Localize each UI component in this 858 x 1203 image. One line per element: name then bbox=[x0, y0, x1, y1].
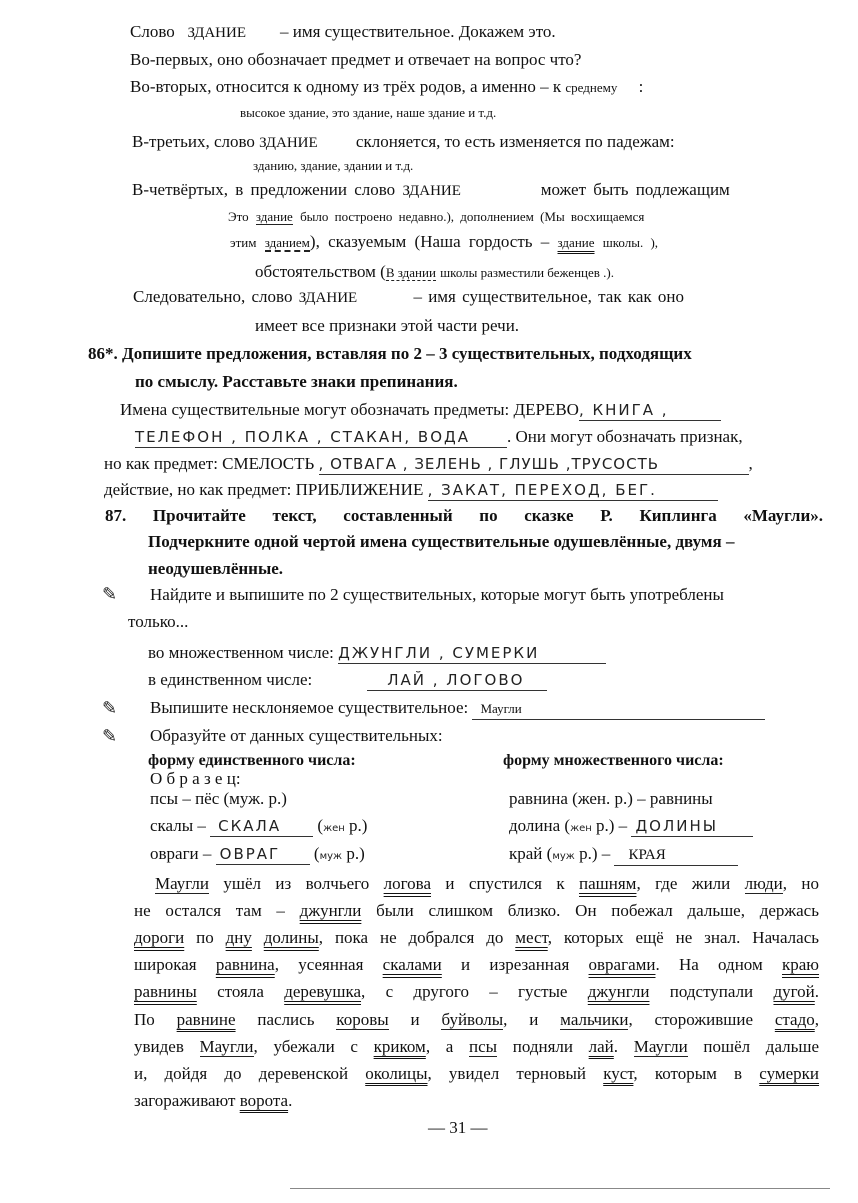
handwritten-answer[interactable]: ТЕЛЕФОН , ПОЛКА , СТАКАН, ВОДА bbox=[135, 427, 507, 448]
text-line bbox=[134, 1010, 819, 1030]
sample-row: равнина (жен. р.) – равнины bbox=[509, 789, 713, 808]
text-segment: широкая bbox=[134, 955, 216, 975]
text-segment: . bbox=[288, 1090, 293, 1110]
animate-noun: буйволы bbox=[441, 1009, 504, 1029]
handwritten-answer[interactable]: , ОТВАГА , ЗЕЛЕНЬ , ГЛУШЬ ,ТРУСОСТЬ bbox=[319, 454, 749, 475]
pencil-icon: ✎ bbox=[102, 584, 118, 604]
text-segment: , пока не добрался до bbox=[318, 928, 516, 948]
text-segment: и bbox=[388, 1009, 442, 1029]
intro-line: высокое здание, это здание, наше здание и т.д. bbox=[240, 105, 497, 120]
find-task: только... bbox=[128, 612, 189, 631]
text-segment: стояла bbox=[196, 982, 285, 1002]
text-line bbox=[155, 874, 819, 894]
handwritten-answer[interactable]: , ЗАКАТ, ПЕРЕХОД, БЕГ. bbox=[428, 480, 718, 501]
text-segment: . На одном bbox=[655, 955, 782, 975]
inanimate-noun: равнина bbox=[215, 955, 275, 975]
text-line bbox=[134, 1091, 819, 1111]
inanimate-noun: ворота bbox=[239, 1090, 289, 1110]
exercise-86-line: действие, но как предмет: ПРИБЛИЖЕНИЕ , ЗАКАТ, ПЕРЕХОД, БЕГ. bbox=[104, 480, 718, 501]
text-segment: По bbox=[134, 1009, 177, 1029]
text-segment: , убежали с bbox=[253, 1036, 374, 1056]
text-segment: по bbox=[184, 928, 226, 948]
text-segment: , и bbox=[503, 1009, 561, 1029]
inanimate-noun: дороги bbox=[134, 928, 185, 948]
text-line bbox=[134, 955, 819, 975]
exercise-87-task: Подчеркните одной чертой имена существительные одушевлённые, двумя – bbox=[148, 532, 735, 551]
singular-only-row: в единственном числе: ЛАЙ , ЛОГОВО bbox=[148, 670, 547, 691]
text-segment: не остался там – bbox=[134, 901, 300, 921]
page-number: — 31 — bbox=[428, 1118, 488, 1137]
intro-line: Во-первых, оно обозначает предмет и отвечает на вопрос что? bbox=[130, 50, 582, 69]
find-task: Найдите и выпишите по 2 существительных, которые могут быть употреблены bbox=[150, 585, 724, 604]
sample-row: псы – пёс (муж. р.) bbox=[150, 789, 287, 808]
exercise-87-task: 87. Прочитайте текст, составленный по сказке Р. Киплинга «Маугли». bbox=[105, 506, 823, 525]
text-segment: , которым в bbox=[633, 1063, 760, 1083]
inanimate-noun: околицы bbox=[365, 1063, 428, 1083]
intro-line: имеет все признаки этой части речи. bbox=[255, 316, 520, 335]
animate-noun: Маугли bbox=[633, 1036, 688, 1056]
animate-noun: Маугли bbox=[155, 874, 209, 893]
inanimate-noun: куст bbox=[603, 1063, 634, 1083]
pencil-icon: ✎ bbox=[102, 698, 118, 718]
singular-row: овраги – ОВРАГ (муж р.) bbox=[150, 844, 365, 863]
intro-line: зданию, здание, здании и т.д. bbox=[253, 158, 414, 173]
text-segment: пошёл дальше bbox=[687, 1036, 820, 1056]
inanimate-noun: долины bbox=[263, 928, 319, 948]
singular-column-heading: форму единственного числа: bbox=[148, 752, 356, 769]
text-segment: подняли bbox=[497, 1036, 589, 1056]
text-segment: , сторожившие bbox=[628, 1009, 775, 1029]
text-line bbox=[134, 928, 819, 948]
inanimate-noun: криком bbox=[373, 1036, 426, 1056]
singular-row: скалы – СКАЛА (жен р.) bbox=[150, 816, 368, 835]
intro-line: В-третьих, слово ЗДАНИЕ склоняется, то есть изменяется по падежам: bbox=[132, 132, 675, 151]
text-segment: паслись bbox=[235, 1009, 337, 1029]
text-segment: подступали bbox=[649, 982, 774, 1002]
inanimate-noun: логова bbox=[383, 874, 431, 893]
intro-line: Во-вторых, относится к одному из трёх родов, а именно – к среднему : bbox=[130, 77, 644, 96]
animate-noun: псы bbox=[468, 1036, 498, 1056]
text-segment: , которых ещё не знал. Началась bbox=[547, 928, 819, 948]
inanimate-noun: деревушка bbox=[284, 982, 362, 1002]
intro-line: Следовательно, слово ЗДАНИЕ – имя существительное, так как оно bbox=[133, 287, 685, 306]
inanimate-noun: равнине bbox=[176, 1009, 236, 1029]
text-segment: , а bbox=[425, 1036, 469, 1056]
animate-noun: Маугли bbox=[199, 1036, 254, 1056]
plural-row: край (муж р.) – КРАЯ bbox=[509, 844, 738, 867]
singular-only-answer[interactable]: ЛАЙ , ЛОГОВО bbox=[367, 670, 547, 691]
text-line bbox=[134, 982, 819, 1002]
inanimate-noun: краю bbox=[782, 955, 820, 975]
exercise-86-line: но как предмет: СМЕЛОСТЬ , ОТВАГА , ЗЕЛЕНЬ , ГЛУШЬ ,ТРУСОСТЬ , bbox=[104, 454, 753, 473]
animate-noun: коровы bbox=[336, 1009, 389, 1029]
text-segment: . bbox=[613, 1036, 634, 1056]
inanimate-noun: лай bbox=[588, 1036, 614, 1056]
inanimate-noun: скалами bbox=[382, 955, 442, 975]
sample-label: О б р а з е ц: bbox=[150, 769, 241, 788]
text-segment: , где жили bbox=[636, 874, 745, 893]
text-segment bbox=[252, 928, 264, 947]
text-segment: , bbox=[814, 1009, 819, 1029]
inanimate-noun: стадо bbox=[774, 1009, 815, 1029]
scan-edge-line bbox=[290, 1188, 830, 1189]
text-segment: загораживают bbox=[134, 1090, 240, 1110]
text-segment: ушёл из волчьего bbox=[209, 874, 384, 893]
animate-noun: мальчики bbox=[560, 1009, 629, 1029]
indeclinable-row: Выпишите несклоняемое существительное: Маугли bbox=[150, 698, 765, 720]
text-line bbox=[134, 901, 819, 921]
text-line bbox=[134, 1064, 819, 1084]
inanimate-noun: сумерки bbox=[759, 1063, 820, 1083]
plural-column-heading: форму множественного числа: bbox=[503, 752, 724, 769]
inanimate-noun: дугой bbox=[773, 982, 815, 1002]
indeclinable-answer[interactable]: Маугли bbox=[472, 699, 765, 720]
inanimate-noun: равнины bbox=[134, 982, 197, 1002]
text-segment: были слишком близко. Он побежал дальше, держась bbox=[361, 901, 819, 921]
inanimate-noun: мест bbox=[515, 928, 548, 948]
handwritten-answer[interactable]: , КНИГА , bbox=[579, 400, 721, 421]
text-segment: . bbox=[814, 982, 820, 1002]
text-segment: и изрезанная bbox=[441, 955, 589, 975]
text-segment: увидев bbox=[134, 1036, 200, 1056]
inanimate-noun: джунгли bbox=[587, 982, 650, 1002]
inanimate-noun: джунгли bbox=[299, 901, 362, 921]
text-segment: , усеянная bbox=[274, 955, 383, 975]
text-segment: , с другого – густые bbox=[361, 982, 588, 1002]
intro-line: Это здание было построено недавно.), дополнением (Мы восхищаемся bbox=[228, 209, 645, 224]
text-segment: , но bbox=[782, 874, 819, 893]
pencil-icon: ✎ bbox=[102, 726, 118, 746]
text-segment: , увидел терновый bbox=[427, 1063, 604, 1083]
text-segment: и спустился к bbox=[431, 874, 580, 893]
intro-line: обстоятельством (В здании школы разместили беженцев .). bbox=[255, 262, 614, 281]
form-task: Образуйте от данных существительных: bbox=[150, 726, 443, 745]
animate-noun: люди bbox=[744, 874, 783, 893]
exercise-87-task: неодушевлённые. bbox=[148, 559, 284, 578]
text-line bbox=[134, 1037, 819, 1057]
exercise-86-task: 86*. Допишите предложения, вставляя по 2 – 3 существительных, подходящих bbox=[88, 344, 692, 363]
inanimate-noun: пашням bbox=[579, 874, 637, 893]
intro-line: этим зданием), сказуемым (Наша гордость – здание школы. ), bbox=[230, 232, 659, 251]
text-segment: и, дойдя до деревенской bbox=[134, 1063, 366, 1083]
intro-line: В-четвёртых, в предложении слово ЗДАНИЕ может быть подлежащим bbox=[132, 180, 730, 199]
intro-line: Слово ЗДАНИЕ – имя существительное. Докажем это. bbox=[130, 22, 556, 41]
plural-only-answer[interactable]: ДЖУНГЛИ , СУМЕРКИ bbox=[338, 643, 606, 664]
inanimate-noun: дну bbox=[225, 928, 252, 948]
inanimate-noun: оврагами bbox=[588, 955, 656, 975]
plural-row: долина (жен р.) – ДОЛИНЫ bbox=[509, 816, 753, 839]
plural-only-row: во множественном числе: ДЖУНГЛИ , СУМЕРКИ bbox=[148, 643, 606, 664]
exercise-86-line: ТЕЛЕФОН , ПОЛКА , СТАКАН, ВОДА . Они могут обозначать признак, bbox=[135, 427, 743, 446]
exercise-86-line: Имена существительные могут обозначать предметы: ДЕРЕВО, КНИГА , bbox=[120, 400, 721, 421]
exercise-86-task: по смыслу. Расставьте знаки препинания. bbox=[135, 372, 458, 391]
